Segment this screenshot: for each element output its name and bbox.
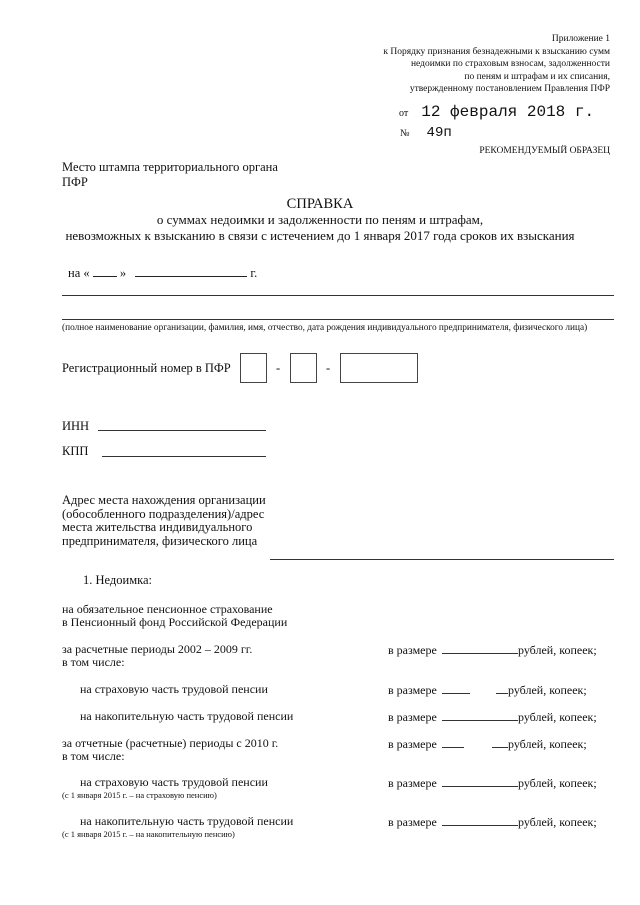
row-label: за отчетные (расчетные) периоды с 2010 г. xyxy=(62,736,279,750)
address-line: Адрес места нахождения организации xyxy=(62,493,266,507)
row-funded-part-2010: на накопительную часть трудовой пенсии xyxy=(80,814,294,828)
appendix-line: Приложение 1 xyxy=(551,34,610,44)
section-intro-line: на обязательное пенсионное страхование xyxy=(62,602,273,616)
report-date-line xyxy=(68,265,257,281)
row-periods-2002-2009 xyxy=(62,643,252,669)
in-amount-label: в размере xyxy=(388,710,437,724)
appendix-line: утвержденному постановлением Правления ПФР xyxy=(409,84,610,94)
address-label xyxy=(62,494,266,548)
currency-label: рублей, копеек; xyxy=(518,643,597,657)
address-field[interactable] xyxy=(270,559,614,560)
decree-number xyxy=(400,125,452,141)
row-periods-from-2010 xyxy=(62,737,278,763)
in-amount-label: в размере xyxy=(388,737,437,751)
reg-number-box-2[interactable] xyxy=(290,353,317,383)
address-line: предпринимателя, физического лица xyxy=(62,533,258,548)
reg-number-dash: - xyxy=(276,361,281,375)
amount-blank[interactable] xyxy=(442,683,470,694)
currency-label: рублей, копеек; xyxy=(508,683,587,697)
subtitle-line: о суммах недоимки и задолженности по пеням и штрафам, xyxy=(156,212,484,227)
address-line: (обособленного подразделения)/адрес xyxy=(62,506,265,521)
stamp-placeholder xyxy=(62,160,278,190)
amount-field xyxy=(442,737,587,752)
in-amount-label: в размере xyxy=(388,643,437,657)
in-amount-label: в размере xyxy=(388,776,437,790)
amount-blank[interactable] xyxy=(496,683,508,694)
stamp-line: ПФР xyxy=(62,175,88,189)
amount-blank[interactable] xyxy=(442,643,518,654)
date-suffix: г. xyxy=(250,266,258,280)
appendix-block xyxy=(383,33,610,96)
day-blank[interactable] xyxy=(93,265,117,277)
inn-field[interactable] xyxy=(98,430,266,431)
amount-field xyxy=(442,643,597,658)
kpp-field[interactable] xyxy=(102,456,266,457)
appendix-line: к Порядку признания безнадежными к взысканию сумм xyxy=(383,46,610,57)
row-insurance-part: на страховую часть трудовой пенсии xyxy=(80,682,268,696)
row-funded-part: на накопительную часть трудовой пенсии xyxy=(80,709,294,723)
document-subtitle xyxy=(0,212,640,244)
in-amount-label: в размере xyxy=(388,815,437,829)
currency-label: рублей, копеек; xyxy=(518,815,597,829)
subtitle-line: невозможных к взысканию в связи с истечением до 1 января 2017 года сроков их взыскания xyxy=(65,228,575,243)
currency-label: рублей, копеек; xyxy=(508,737,587,751)
amount-blank[interactable] xyxy=(442,737,464,748)
decree-date xyxy=(399,103,594,121)
recommended-sample-label: РЕКОМЕНДУЕМЫЙ ОБРАЗЕЦ xyxy=(479,146,610,156)
reg-number-box-3[interactable] xyxy=(340,353,418,383)
amount-field xyxy=(442,776,597,791)
row-label: за расчетные периоды 2002 – 2009 гг. xyxy=(62,642,253,656)
section-heading: 1. Недоимка: xyxy=(83,573,153,587)
row-sublabel: в том числе: xyxy=(62,655,125,669)
amount-field xyxy=(442,683,587,698)
row-sublabel: в том числе: xyxy=(62,749,125,763)
section-intro-line: в Пенсионный фонд Российской Федерации xyxy=(62,615,288,629)
reg-number-dash: - xyxy=(326,361,331,375)
amount-blank[interactable] xyxy=(442,710,518,721)
appendix-line: по пеням и штрафам и их списания, xyxy=(464,71,610,82)
amount-blank[interactable] xyxy=(442,776,518,787)
decree-date-label: от xyxy=(399,108,409,119)
in-amount-label: в размере xyxy=(388,683,437,697)
amount-blank[interactable] xyxy=(442,815,518,826)
row-note: (с 1 января 2015 г. – на страховую пенсию) xyxy=(62,790,217,800)
inn-label: ИНН xyxy=(62,419,90,433)
month-blank[interactable] xyxy=(135,265,247,277)
appendix-line: недоимки по страховым взносам, задолженности xyxy=(410,59,610,69)
section-intro xyxy=(62,603,287,629)
decree-number-value: 49п xyxy=(426,125,452,141)
amount-field xyxy=(442,710,597,725)
decree-date-value: 12 февраля 2018 г. xyxy=(421,103,595,121)
date-middle: » xyxy=(119,266,127,280)
document-title: СПРАВКА xyxy=(286,196,354,212)
address-line: места жительства индивидуального xyxy=(62,520,253,534)
org-name-line[interactable] xyxy=(62,295,614,296)
currency-label: рублей, копеек; xyxy=(518,710,597,724)
org-name-caption: (полное наименование организации, фамилия, имя, отчество, дата рождения индивидуального предпринимателя, физического лица) xyxy=(62,323,588,333)
reg-number-box-1[interactable] xyxy=(240,353,267,383)
currency-label: рублей, копеек; xyxy=(518,776,597,790)
kpp-label: КПП xyxy=(62,444,89,458)
row-note: (с 1 января 2015 г. – на накопительную пенсию) xyxy=(62,829,235,839)
reg-number-label: Регистрационный номер в ПФР xyxy=(62,361,231,375)
date-prefix: на « xyxy=(68,266,90,280)
stamp-line: Место штампа территориального органа xyxy=(62,160,278,174)
decree-number-label: № xyxy=(400,128,410,139)
amount-field xyxy=(442,815,597,830)
amount-blank[interactable] xyxy=(492,737,508,748)
org-name-line[interactable] xyxy=(62,319,614,320)
row-insurance-part-2010: на страховую часть трудовой пенсии xyxy=(80,775,268,789)
